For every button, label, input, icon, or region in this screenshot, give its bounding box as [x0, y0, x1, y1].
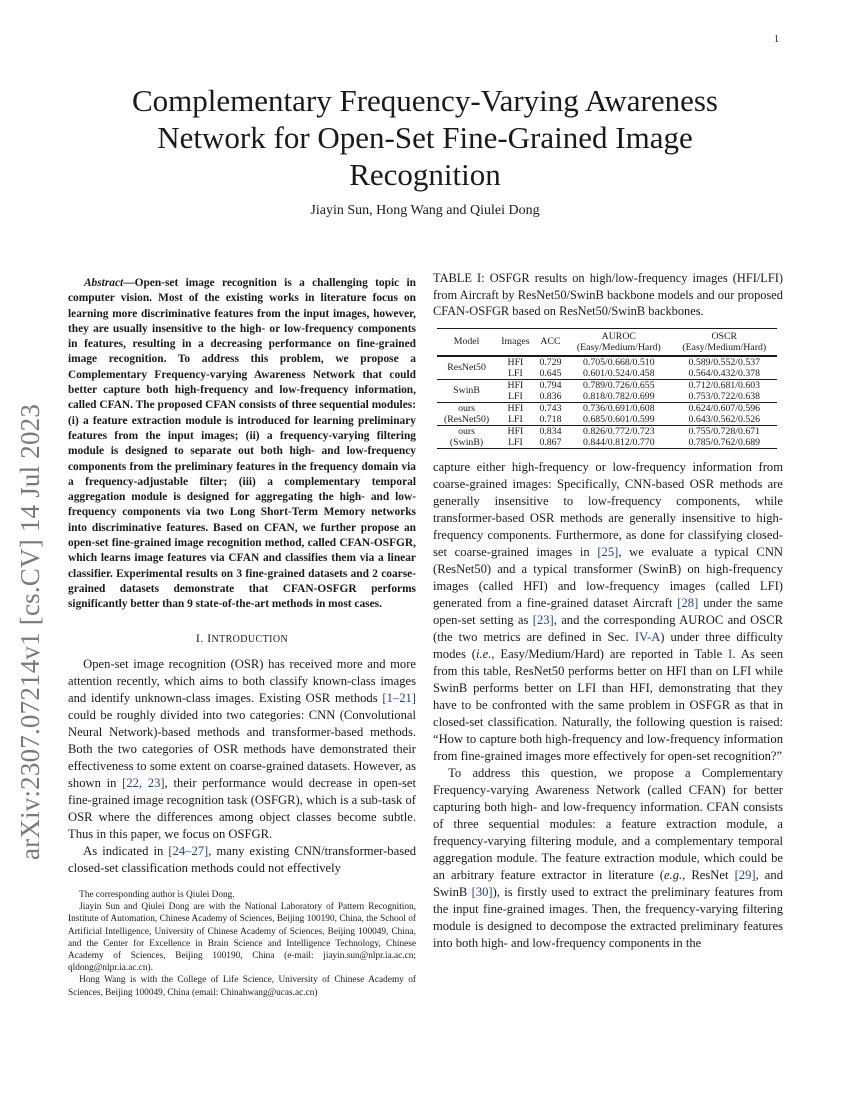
intro-p1-text-b: could be roughly divided into two categories: CNN (Convolutional Neural Network)-based methods and transformer-based methods. Both the two categories of OSR methods have demonstrated their effectiveness to some extent on coarse-grained datasets. However, as shown in: [68, 708, 416, 791]
table-group-resnet50: [437, 356, 777, 380]
model-name: ours: [458, 425, 475, 437]
intro-p2-text-a: As indicated in: [83, 844, 169, 859]
right-p1-text-e: ) under three difficulty modes (: [433, 629, 783, 661]
table-row: [437, 356, 777, 368]
acc-cell: 0.729: [539, 356, 562, 368]
table-header-row: [437, 328, 777, 356]
auroc-cell: 0.601/0.524/0.458: [583, 367, 655, 379]
model-cell: [437, 379, 496, 402]
results-table: [437, 328, 777, 449]
citation-link[interactable]: [24–27]: [168, 844, 209, 859]
header-oscr: [672, 328, 777, 356]
header-oscr-label: OSCR: [711, 330, 738, 342]
oscr-cell: 0.753/0.722/0.638: [688, 390, 761, 402]
acc-cell: 0.867: [539, 436, 562, 448]
images-cell: LFI: [508, 367, 523, 379]
footnote-affiliation-2: Hong Wang is with the College of Life Science, University of Chinese Academy of Sciences, Beijing 100049, China (email: Chinahwang@ucas.ac.cn): [68, 975, 416, 998]
right-p2-text-b: , ResNet: [682, 867, 735, 882]
model-backbone: (SwinB): [449, 436, 484, 448]
footnote-affiliation-1: Jiayin Sun and Qiulei Dong are with the National Laboratory of Pattern Recognition, Institute of Automation, Chinese Academy of Sciences, Beijing 100190, China, the School of Artificial Intelligence, University of Chinese Academy of Sciences, Beijing 100049, China, and the Center for Excellence in Brain Science and Intelligence Technology, Chinese Academy of Sciences, Beijing 100190, China (e-mail: jiayin.sun@nlpr.ia.ac.cn; qldong@nlpr.ia.ac.cn).: [68, 902, 416, 974]
citation-link[interactable]: [29]: [734, 867, 756, 882]
intro-paragraph-2: [68, 843, 416, 877]
images-cell: HFI: [507, 425, 524, 437]
auroc-cell: 0.705/0.668/0.510: [583, 356, 655, 368]
section-link[interactable]: IV-A: [634, 629, 661, 644]
oscr-cell: 0.564/0.432/0.378: [688, 367, 761, 379]
oscr-cell: 0.785/0.762/0.689: [688, 436, 761, 448]
intro-paragraph-1: [68, 656, 416, 843]
oscr-cell: 0.755/0.728/0.671: [688, 425, 761, 437]
auroc-cell: 0.685/0.601/0.599: [583, 413, 655, 425]
acc-cell: 0.836: [539, 390, 562, 402]
arxiv-identifier[interactable]: arXiv:2307.07214v1 [cs.CV] 14 Jul 2023: [15, 403, 45, 860]
page-number: 1: [774, 34, 779, 45]
auroc-cell: 0.826/0.772/0.723: [583, 425, 655, 437]
section-heading-introduction: [68, 630, 416, 649]
acc-cell: 0.743: [539, 402, 562, 414]
header-oscr-sub: (Easy/Medium/Hard): [682, 341, 767, 353]
abstract-label: Abstract: [83, 277, 124, 289]
right-p2-text-a: To address this question, we propose a Complementary Frequency-varying Awareness Network (called CFAN) for better capturing both high- and low-frequency information. CFAN consists of three sequential modules: a feature extraction module, a frequency-varying filtering module, and a complementary temporal aggregation module. The feature extraction module, which could be an arbitrary feature extractor in literature (: [433, 765, 783, 882]
images-cell: LFI: [508, 436, 523, 448]
right-p2-eg: e.g.: [663, 867, 683, 882]
auroc-cell: 0.818/0.782/0.699: [583, 390, 655, 402]
left-column: [68, 276, 416, 999]
header-auroc: [566, 328, 671, 356]
table-link[interactable]: I: [728, 646, 733, 661]
paper-authors: Jiayin Sun, Hong Wang and Qiulei Dong: [310, 203, 540, 218]
oscr-cell: 0.643/0.562/0.526: [688, 413, 761, 425]
table-group-ours-swinb: [437, 425, 777, 448]
model-name: SwinB: [453, 385, 480, 396]
header-images: Images: [496, 328, 535, 356]
oscr-cell: 0.589/0.552/0.537: [688, 356, 761, 368]
header-auroc-label: AUROC: [601, 330, 636, 342]
oscr-cell: 0.712/0.681/0.603: [688, 379, 761, 391]
right-p1-text-f: , Easy/Medium/Hard) are reported in Table: [491, 646, 729, 661]
table-row: [437, 379, 777, 391]
header-acc: ACC: [535, 328, 566, 356]
images-cell: HFI: [507, 379, 524, 391]
model-backbone: (ResNet50): [443, 413, 490, 425]
model-name: ours: [458, 402, 475, 414]
section-number: I.: [195, 630, 204, 645]
model-cell: [437, 425, 496, 448]
right-p1-text-a: capture either high-frequency or low-frequency information from coarse-grained images: Specifically, CNN-based OSR methods are generally insensitive to low-frequency components, while transformer-based OSR methods are generally insensitive to high-frequency components. Furthermore, as done for classifying closed-set coarse-grained images in: [433, 459, 783, 559]
citation-link[interactable]: [1–21]: [382, 691, 416, 706]
table-row: [437, 402, 777, 414]
model-cell: [437, 402, 496, 425]
right-p1-ie: i.e.: [475, 646, 492, 661]
intro-p2-text-b: , many existing CNN/transformer-based closed-set classification methods could not effectively: [68, 844, 416, 876]
right-paragraph-1: [433, 459, 783, 765]
citation-link[interactable]: [28]: [677, 595, 699, 610]
footnote-corresponding-author: The corresponding author is Qiulei Dong.: [79, 890, 235, 901]
model-cell: [437, 356, 496, 380]
table-group-swinb: [437, 379, 777, 402]
model-name: ResNet50: [447, 362, 486, 373]
citation-link[interactable]: [22, 23]: [122, 776, 165, 791]
paper-title: Complementary Frequency-Varying Awareness Network for Open-Set Fine-Grained Image Recognition: [132, 83, 718, 192]
section-title-initial: I: [207, 630, 212, 645]
abstract-text: —Open-set image recognition is a challenging topic in computer vision. Most of the existing works in literature focus on learning more discriminative features from the input images, however, they are usually insensitive to the high- or low-frequency components in features, resulting in a decreasing performance on fine-grained image recognition. To address this problem, we propose a Complementary Frequency-varying Awareness Network that could better capture both high-frequency and low-frequency information, called CFAN. The proposed CFAN consists of three sequential modules: (i) a feature extraction module is introduced for learning preliminary features from the input images; (ii) a frequency-varying filtering module is designed to separate out both high- and low-frequency components from the preliminary features in the frequency domain via a frequency-adjustable filter; (iii) a complementary temporal aggregation module is designed for aggregating the high- and low-frequency components via two Long Short-Term Memory networks into discriminative features. Based on CFAN, we further propose an open-set fine-grained image recognition method, called CFAN-OSFGR, which learns image features via CFAN and classifies them via a linear classifier. Experimental results on 3 fine-grained datasets and 2 coarse-grained datasets demonstrate that CFAN-OSFGR performs significantly better than 9 state-of-the-art methods in most cases.: [68, 277, 416, 611]
right-p2-text-c: , and SwinB: [433, 867, 783, 899]
header-auroc-sub: (Easy/Medium/Hard): [576, 341, 661, 353]
acc-cell: 0.834: [539, 425, 562, 437]
header-model: Model: [437, 328, 496, 356]
auroc-cell: 0.844/0.812/0.770: [583, 436, 655, 448]
images-cell: HFI: [507, 402, 524, 414]
images-cell: HFI: [507, 356, 524, 368]
citation-link[interactable]: [30]: [471, 884, 493, 899]
images-cell: LFI: [508, 413, 523, 425]
auroc-cell: 0.789/0.726/0.655: [583, 379, 655, 391]
abstract: [68, 276, 416, 613]
section-title-rest: NTRODUCTION: [211, 633, 289, 645]
right-p1-text-g: . As seen from this table, ResNet50 performs better on HFI than on LFI while SwinB performs better on LFI than HFI, demonstrating that they have to be confronted with the same problem in OSFGR as that in closed-set classification. Naturally, the following question is raised: “How to capture both high-frequency and low-frequency information from fine-grained images more effectively for open-set recognition?”: [433, 646, 783, 763]
right-p1-text-d: , and the corresponding AUROC and OSCR (the two metrics are defined in Sec.: [433, 612, 783, 644]
right-column: [433, 270, 783, 952]
right-p2-text-d: ), is firstly used to extract the preliminary features from the input fine-grained images. Then, the frequency-varying filtering module is designed to decompose the extracted preliminary features into both high- and low-frequency components in the: [433, 884, 783, 950]
acc-cell: 0.645: [539, 367, 562, 379]
right-p1-text-b: , we evaluate a typical CNN (ResNet50) and a typical transformer (SwinB) on high-frequency images (called HFI) and low-frequency images (called LFI) generated from a fine-grained dataset Aircraft: [433, 544, 784, 610]
right-body-text: [433, 459, 783, 952]
right-p1-text-c: under the same open-set setting as: [433, 595, 784, 627]
intro-p1-text-a: Open-set image recognition (OSR) has received more and more attention recently, which aims to both classify known-class images and identify unknown-class images. Existing OSR methods: [68, 657, 416, 706]
acc-cell: 0.718: [539, 413, 562, 425]
intro-p1-text-c: , their performance would decrease in open-set fine-grained image recognition task (OSFGR), which is a sub-task of OSR where the differences among object classes become subtle. Thus in this paper, we focus on OSFGR.: [68, 776, 417, 842]
citation-link[interactable]: [23]: [532, 612, 554, 627]
images-cell: LFI: [508, 390, 523, 402]
auroc-cell: 0.736/0.691/0.608: [583, 402, 655, 414]
table-row: [437, 425, 777, 437]
table-group-ours-resnet50: [437, 402, 777, 425]
right-paragraph-2: [433, 765, 783, 952]
footnotes: [68, 889, 416, 999]
oscr-cell: 0.624/0.607/0.596: [688, 402, 761, 414]
table-caption: TABLE I: OSFGR results on high/low-frequency images (HFI/LFI) from Aircraft by ResNet50/SwinB backbone models and our proposed CFAN-OSFGR based on ResNet50/SwinB backbones.: [433, 271, 783, 318]
acc-cell: 0.794: [539, 379, 562, 391]
citation-link[interactable]: [25]: [597, 544, 619, 559]
